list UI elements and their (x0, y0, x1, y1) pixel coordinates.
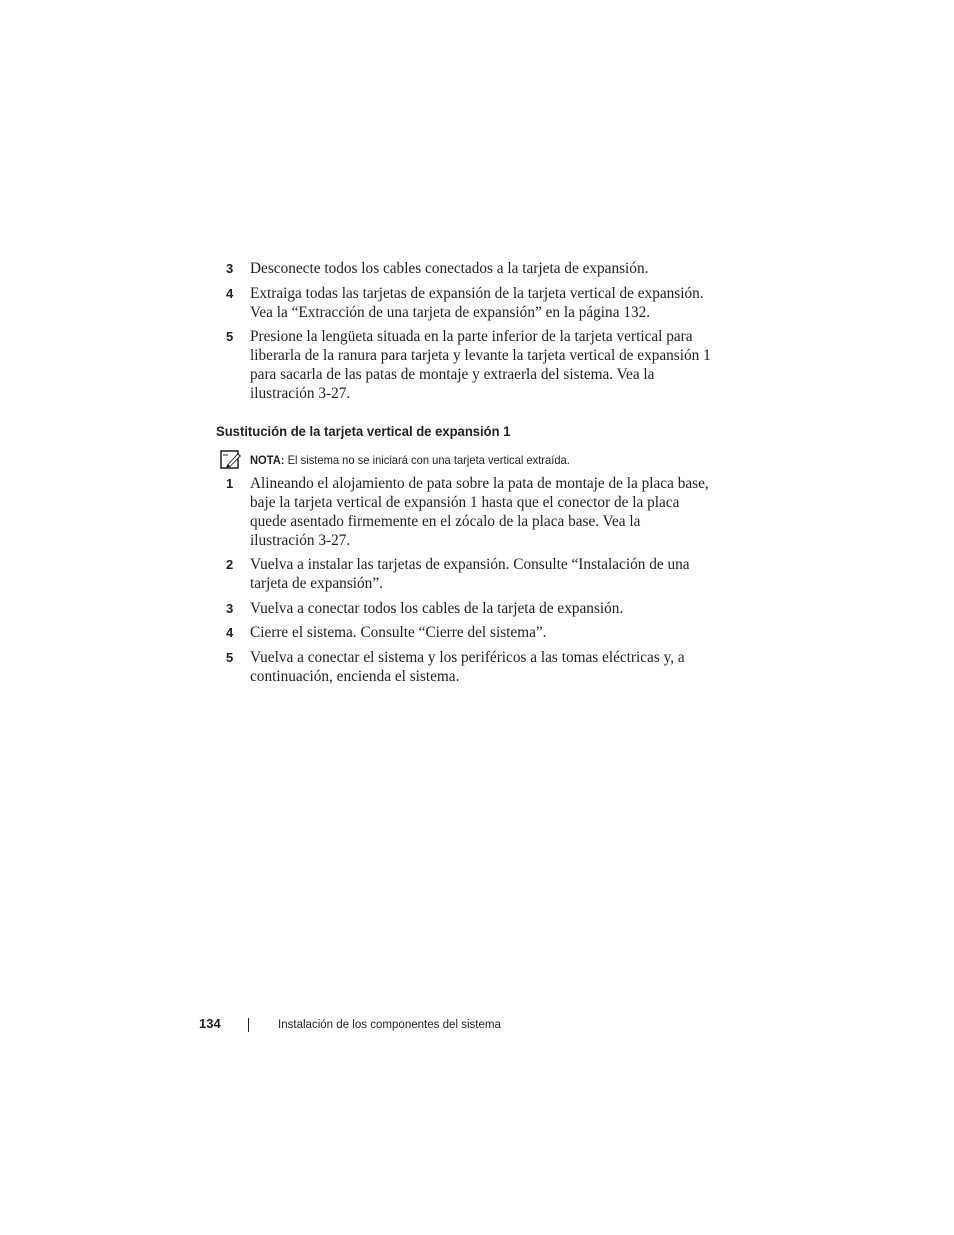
footer-divider (248, 1018, 249, 1032)
step-text (250, 327, 720, 403)
step-text-line: para sacarla de las patas de montaje y extraerla del sistema. Vea la (250, 366, 655, 383)
step-text-line: ilustración 3-27. (250, 532, 351, 549)
step-text (250, 555, 720, 593)
step-text (250, 474, 720, 550)
step-text-line: continuación, encienda el sistema. (250, 668, 460, 685)
step-text-line: Cierre el sistema. Consulte “Cierre del sistema”. (250, 624, 547, 641)
step-number: 4 (226, 625, 234, 640)
step-text-line: Desconecte todos los cables conectados a la tarjeta de expansión. (250, 260, 649, 277)
step-text (250, 648, 720, 686)
step-text (250, 259, 720, 278)
step-text-line: Vea la “Extracción de una tarjeta de expansión” en la página 132. (250, 304, 651, 321)
step-text-line: liberarla de la ranura para tarjeta y levante la tarjeta vertical de expansión 1 (250, 347, 711, 364)
step-text (250, 623, 720, 642)
step-text-line: quede asentado firmemente en el zócalo de la placa base. Vea la (250, 513, 641, 530)
note-callout (220, 450, 740, 472)
step-text-line: Vuelva a instalar las tarjetas de expansión. Consulte “Instalación de una (250, 556, 690, 573)
step-number: 3 (226, 601, 234, 616)
note-text (250, 452, 570, 468)
step-text-line: baje la tarjeta vertical de expansión 1 hasta que el conector de la placa (250, 494, 680, 511)
note-body: El sistema no se iniciará con una tarjeta vertical extraída. (284, 453, 570, 467)
section-heading: Sustitución de la tarjeta vertical de expansión 1 (216, 424, 511, 440)
step-number: 5 (226, 650, 234, 665)
step-text-line: Vuelva a conectar todos los cables de la tarjeta de expansión. (250, 600, 624, 617)
step-text-line: tarjeta de expansión”. (250, 575, 383, 592)
step-text-line: Extraiga todas las tarjetas de expansión de la tarjeta vertical de expansión. (250, 285, 704, 302)
note-pencil-icon (220, 450, 242, 470)
step-text (250, 599, 720, 618)
step-number: 4 (226, 286, 234, 301)
step-number: 2 (226, 557, 234, 572)
page-number: 134 (199, 1016, 221, 1031)
step-number: 1 (226, 476, 234, 491)
step-number: 3 (226, 261, 234, 276)
step-text-line: ilustración 3-27. (250, 385, 351, 402)
note-label: NOTA: (250, 453, 285, 467)
step-number: 5 (226, 329, 234, 344)
step-text-line: Vuelva a conectar el sistema y los periféricos a las tomas eléctricas y, a (250, 649, 685, 666)
footer-chapter-title: Instalación de los componentes del sistema (278, 1017, 501, 1031)
step-text-line: Presione la lengüeta situada en la parte inferior de la tarjeta vertical para (250, 328, 693, 345)
step-text (250, 284, 720, 322)
step-text-line: Alineando el alojamiento de pata sobre la pata de montaje de la placa base, (250, 475, 709, 492)
